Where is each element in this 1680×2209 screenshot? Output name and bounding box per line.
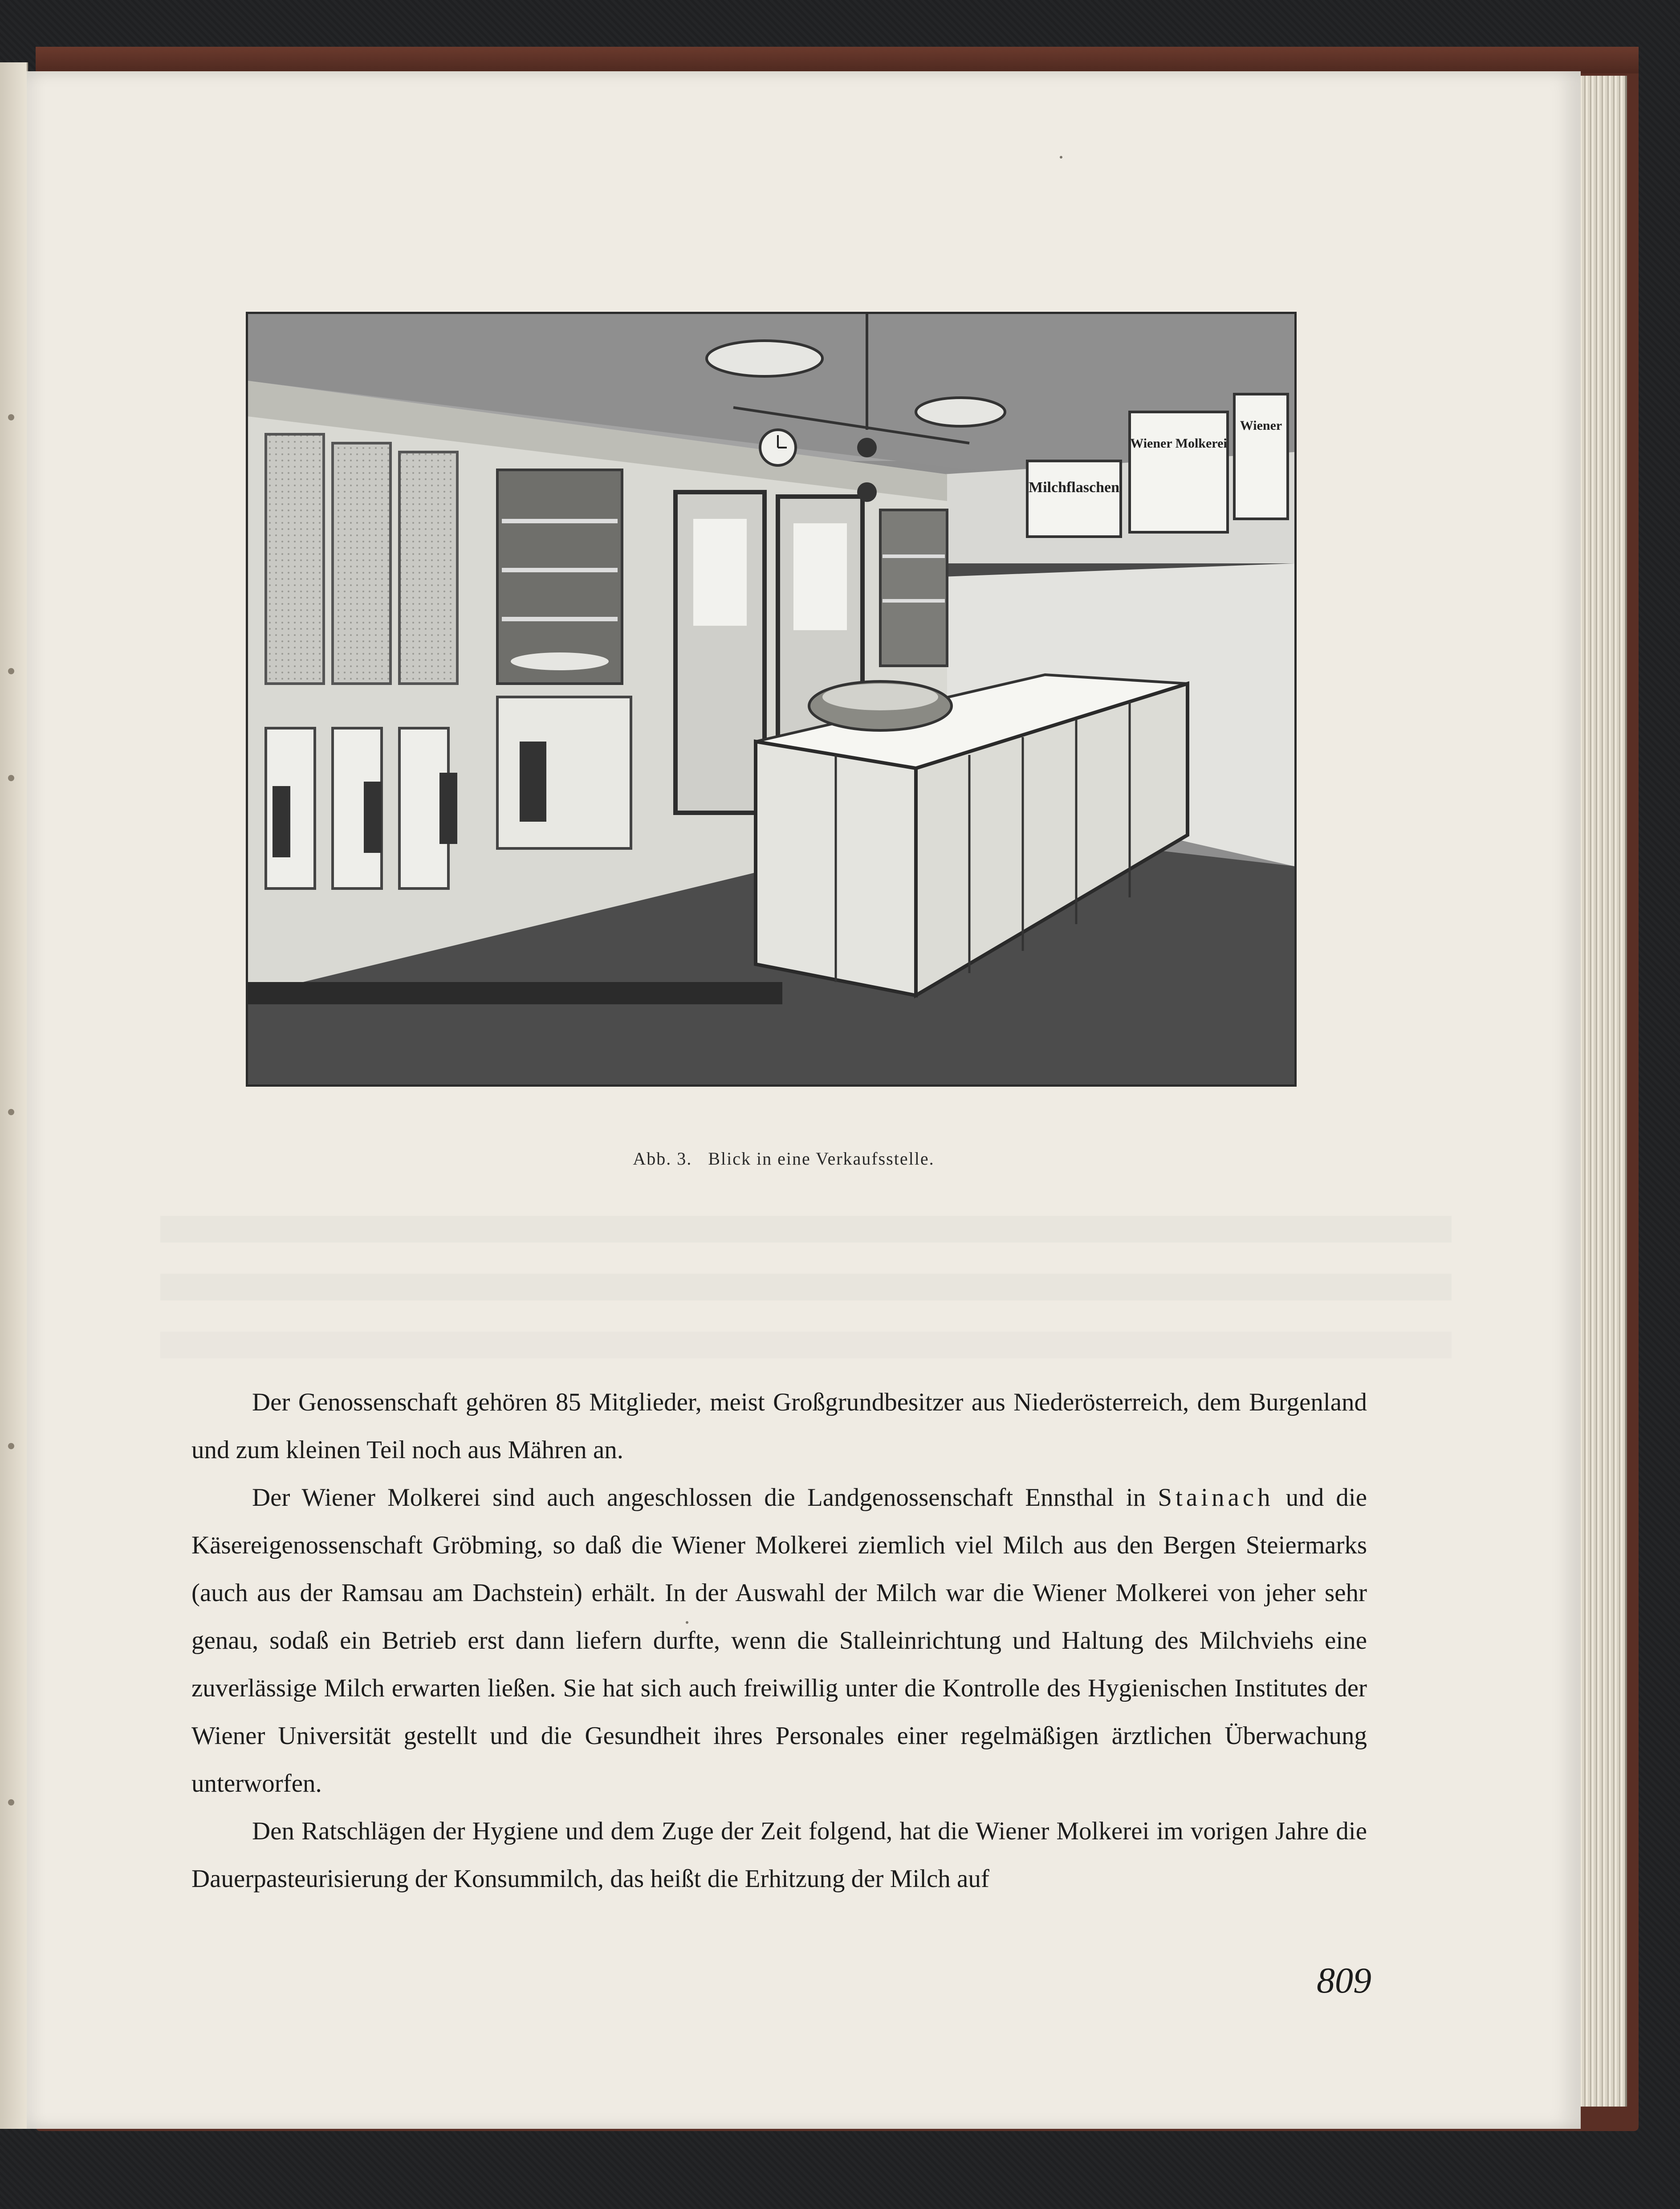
- paper-speck: [1060, 156, 1062, 159]
- binding-stitch: [8, 1799, 14, 1806]
- show-through: [160, 1274, 1452, 1300]
- paragraph-1: Der Genossenschaft gehören 85 Mitglieder, meist Großgrundbesitzer aus Niederösterreich, dem Burgenland und zum kleinen Teil noch aus Mähren an.: [191, 1388, 1367, 1464]
- paragraph-2-rest: und die Käsereigenossenschaft Gröbming, so daß die Wiener Molkerei ziemlich viel Milch aus den Bergen Steiermarks (auch aus der Ramsau am Dachstein) erhält. In der Auswahl der Milch war die Wiener Molkerei von jeher sehr genau, sodaß ein Betrieb erst dann liefern durfte, wenn die Stalleinrichtung und Haltung des Milchviehs eine zuverlässige Milch erwarten ließen. Sie hat sich auch freiwillig unter die Kontrolle des Hygienischen Institutes der Wiener Universität gestellt und die Gesundheit ihres Personales einer regelmäßigen ärztlichen Überwachung unterworfen.: [191, 1484, 1367, 1797]
- binding-stitch: [8, 668, 14, 674]
- shop-photograph: [246, 312, 1297, 1087]
- left-page-edge: [0, 62, 28, 2129]
- paragraph-2: [191, 1474, 1367, 1807]
- caption-text: Blick in eine Verkaufsstelle.: [708, 1149, 935, 1169]
- sign-text-3: Wiener: [1240, 418, 1282, 433]
- article-text: [191, 1378, 1367, 1903]
- show-through: [160, 1216, 1452, 1243]
- binding-stitch: [8, 414, 14, 420]
- sign-text-2: Wiener Molkerei: [1130, 436, 1227, 451]
- sign-text-1: Milchflaschen: [1029, 479, 1119, 496]
- binding-stitch: [8, 1443, 14, 1449]
- binding-stitch: [8, 775, 14, 781]
- book-page: [27, 71, 1581, 2129]
- paragraph-3: Den Ratschlägen der Hygiene und dem Zuge der Zeit folgend, hat die Wiener Molkerei im vorigen Jahre die Dauerpasteurisierung der Konsummilch, das heißt die Erhitzung der Milch auf: [191, 1817, 1367, 1893]
- caption-label: Abb. 3.: [633, 1149, 692, 1169]
- book-cover-edge: [36, 47, 1639, 73]
- paragraph-2-start: Der Wiener Molkerei sind auch angeschlossen die Landgenossenschaft Ennsthal in: [252, 1484, 1158, 1512]
- spaced-place-name: Stainach: [1158, 1484, 1274, 1512]
- page-stack-edge: [1576, 76, 1627, 2107]
- show-through: [160, 1332, 1452, 1358]
- binding-stitch: [8, 1109, 14, 1115]
- shop-interior-illustration: [248, 314, 1294, 1084]
- figure-caption: [205, 1148, 1363, 1169]
- page-number: 809: [1317, 1960, 1371, 2001]
